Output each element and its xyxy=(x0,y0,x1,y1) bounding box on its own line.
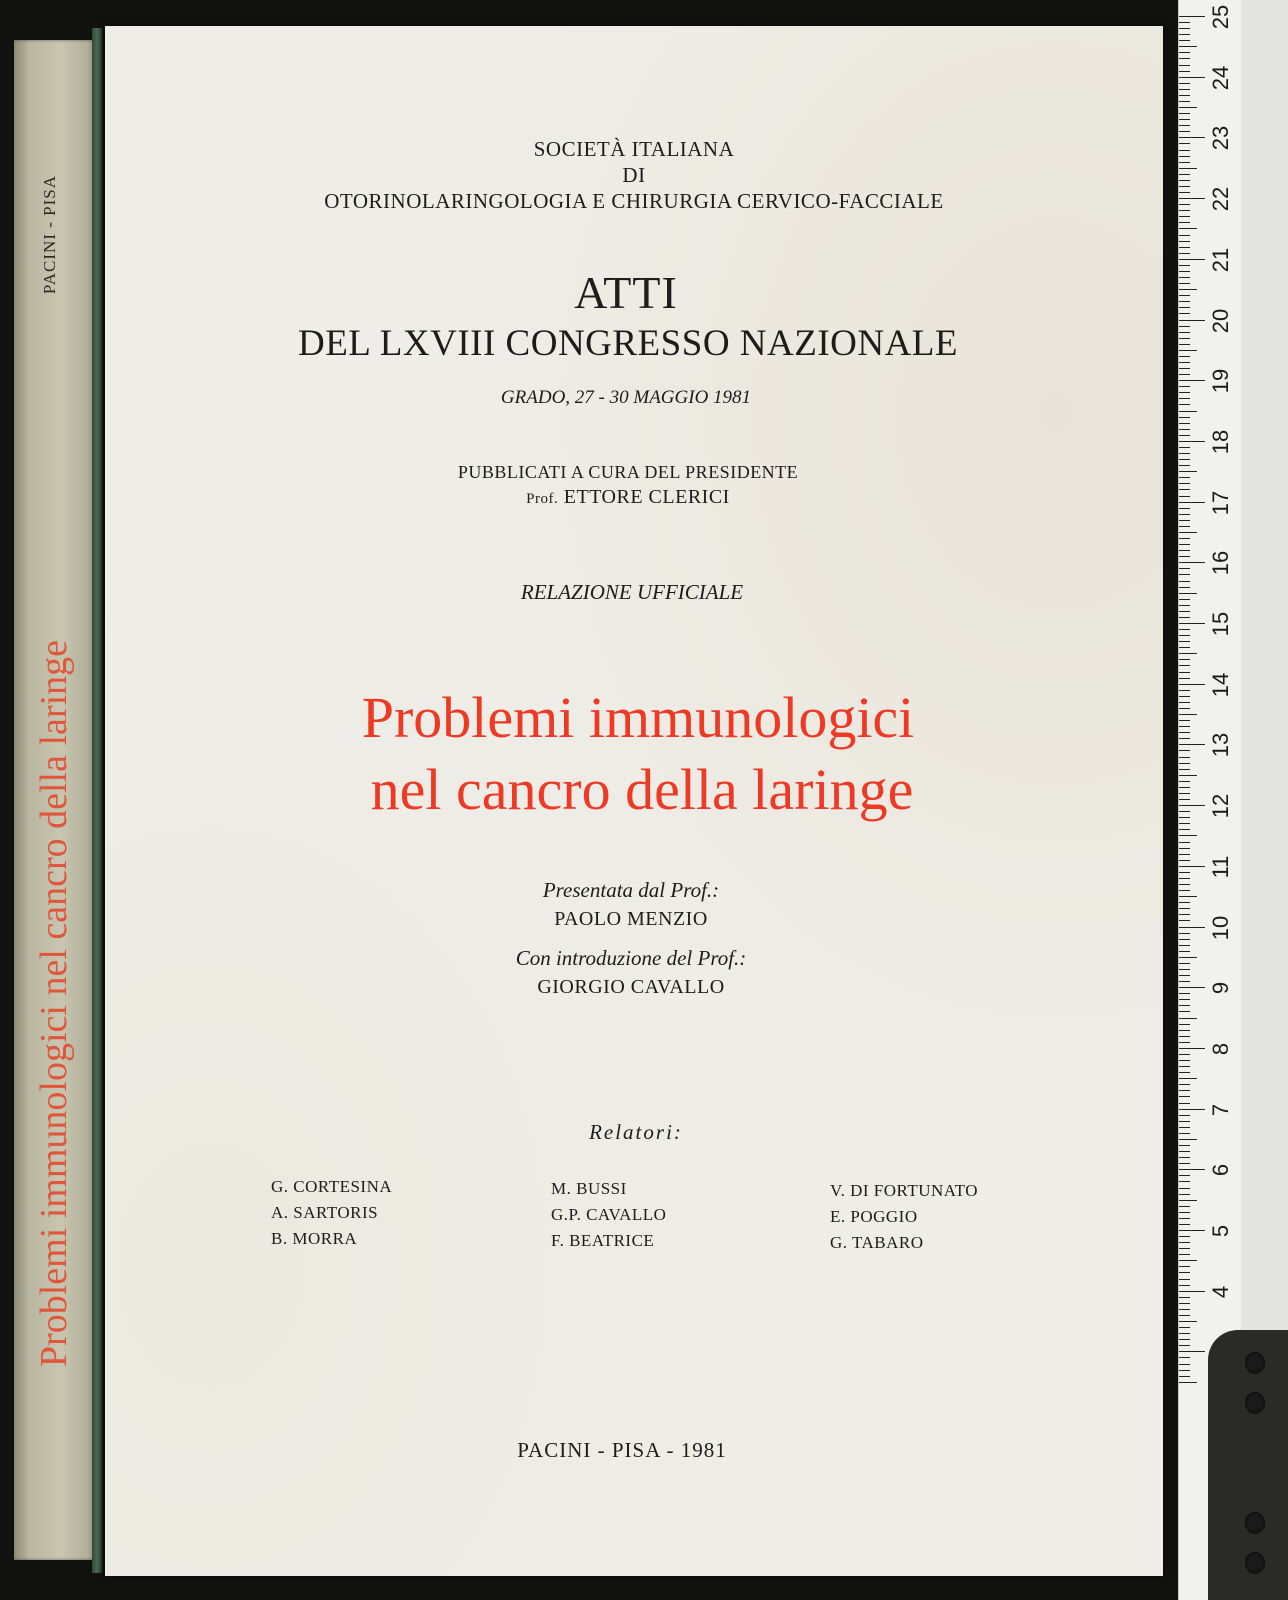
ruler-tick xyxy=(1179,902,1190,903)
ruler-number: 19 xyxy=(1208,368,1233,394)
ruler-tick xyxy=(1179,368,1190,369)
speaker-name: V. DI FORTUNATO xyxy=(830,1181,979,1200)
ruler-tick xyxy=(1179,1272,1190,1273)
ruler-tick xyxy=(1179,356,1190,357)
ruler-tick xyxy=(1179,593,1197,594)
ruler-tick xyxy=(1179,993,1190,994)
ruler-tick xyxy=(1179,744,1205,745)
ruler-tick xyxy=(1179,823,1190,824)
ruler-tick xyxy=(1179,417,1190,418)
president-prefix: Prof. xyxy=(526,491,559,507)
speaker-name: A. SARTORIS xyxy=(271,1203,379,1222)
ruler-tick xyxy=(1179,265,1190,266)
ruler-tick xyxy=(1179,629,1190,630)
ruler-tick xyxy=(1179,696,1190,697)
speaker-name: F. BEATRICE xyxy=(551,1231,655,1250)
ruler-tick xyxy=(1179,1254,1190,1255)
ruler-tick xyxy=(1179,1157,1190,1158)
presented-by-name: PAOLO MENZIO xyxy=(554,908,708,930)
ruler-tick xyxy=(1179,107,1197,108)
ruler-tick xyxy=(1179,1382,1197,1383)
ruler-tick xyxy=(1179,757,1190,758)
ruler-tick xyxy=(1179,647,1190,648)
atti-heading: ATTI xyxy=(574,267,678,318)
introduction-label: Con introduzione del Prof.: xyxy=(515,946,747,970)
ruler-number: 6 xyxy=(1208,1164,1233,1177)
ruler-tick xyxy=(1179,1218,1190,1219)
ruler-tick xyxy=(1179,562,1205,563)
ruler-tick xyxy=(1179,623,1205,624)
ruler-number: 25 xyxy=(1208,4,1233,30)
ruler-tick xyxy=(1179,289,1197,290)
ruler-number: 14 xyxy=(1208,672,1233,697)
ruler-tick xyxy=(1179,398,1190,399)
ruler-tick xyxy=(1179,295,1190,296)
ruler-tick xyxy=(1179,1060,1190,1061)
ruler-tick xyxy=(1179,271,1190,272)
speaker-name: M. BUSSI xyxy=(551,1179,627,1198)
speakers-column-2 xyxy=(551,1176,666,1254)
ruler-tick xyxy=(1179,441,1205,442)
ruler-tick xyxy=(1179,1084,1190,1085)
spine-edge xyxy=(92,28,102,1573)
ruler-tick xyxy=(1179,1127,1190,1128)
spine-title: Problemi immunologici nel cancro della laringe xyxy=(33,640,75,1368)
ruler-tick xyxy=(1179,101,1190,102)
ruler-number: 17 xyxy=(1208,490,1233,515)
ruler-tick xyxy=(1179,453,1190,454)
ruler-tick xyxy=(1179,326,1190,327)
ruler-tick xyxy=(1179,1364,1190,1365)
ruler-tick xyxy=(1179,1036,1190,1037)
ruler-tick xyxy=(1179,16,1205,17)
ruler-tick xyxy=(1179,301,1190,302)
ruler-tick xyxy=(1179,514,1190,515)
ruler-number: 18 xyxy=(1208,429,1233,455)
ruler-tick xyxy=(1179,908,1190,909)
ruler-tick xyxy=(1179,526,1190,527)
ruler-tick xyxy=(1179,969,1190,970)
ruler-tick xyxy=(1179,1279,1190,1280)
ruler-tick xyxy=(1179,605,1190,606)
ruler-tick xyxy=(1179,945,1190,946)
ruler-tick xyxy=(1179,1285,1190,1286)
ruler-tick xyxy=(1179,1248,1190,1249)
ruler-number: 22 xyxy=(1208,186,1233,212)
ruler-tick xyxy=(1179,1333,1190,1334)
ruler-tick xyxy=(1179,829,1190,830)
ruler-tick xyxy=(1179,313,1190,314)
ruler-tick xyxy=(1179,1005,1190,1006)
ruler-tick xyxy=(1179,22,1190,23)
ruler-tick xyxy=(1179,52,1190,53)
ruler-tick xyxy=(1179,987,1205,988)
report-type: RELAZIONE UFFICIALE xyxy=(520,580,744,604)
ruler-number: 7 xyxy=(1208,1103,1233,1116)
ruler-tick xyxy=(1179,556,1190,557)
ruler-tick xyxy=(1179,574,1190,575)
ruler-tick xyxy=(1179,520,1190,521)
ruler-tick xyxy=(1179,920,1190,921)
published-by: PUBBLICATI A CURA DEL PRESIDENTE xyxy=(457,462,799,482)
ruler-tick xyxy=(1179,1109,1205,1110)
ruler-tick xyxy=(1179,659,1190,660)
ruler-tick xyxy=(1179,714,1197,715)
ruler-tick xyxy=(1179,95,1190,96)
ruler-tick xyxy=(1179,119,1190,120)
ruler-tick xyxy=(1179,1200,1197,1201)
ruler-tick xyxy=(1179,951,1190,952)
ruler-tick xyxy=(1179,1230,1205,1231)
ruler-tick xyxy=(1179,1260,1197,1261)
ruler-tick xyxy=(1179,65,1190,66)
ruler-tick xyxy=(1179,216,1190,217)
ruler-tick xyxy=(1179,204,1190,205)
ruler-tick xyxy=(1179,927,1205,928)
speaker-name: G. CORTESINA xyxy=(271,1177,393,1196)
ruler-number: 13 xyxy=(1208,733,1233,758)
congress-date: GRADO, 27 - 30 MAGGIO 1981 xyxy=(500,387,752,408)
ruler-tick xyxy=(1179,125,1190,126)
ruler-number: 11 xyxy=(1208,855,1233,879)
ruler-hole-icon xyxy=(1245,1352,1265,1374)
ruler-tick xyxy=(1179,860,1190,861)
ruler-tick xyxy=(1179,362,1190,363)
book-title-line-1: Problemi immunologici xyxy=(361,685,915,750)
ruler-tick xyxy=(1179,508,1190,509)
ruler-tick xyxy=(1179,1242,1190,1243)
ruler-tick xyxy=(1179,878,1190,879)
ruler-number: 20 xyxy=(1208,308,1233,333)
ruler-tick xyxy=(1179,1011,1190,1012)
ruler-tick xyxy=(1179,775,1197,776)
ruler-tick xyxy=(1179,684,1205,685)
ruler-tick xyxy=(1179,568,1190,569)
ruler-tick xyxy=(1179,975,1190,976)
ruler-tick xyxy=(1179,77,1205,78)
ruler-tick xyxy=(1179,1236,1190,1237)
ruler-tick xyxy=(1179,817,1190,818)
ruler-tick xyxy=(1179,447,1190,448)
speakers-column-3 xyxy=(830,1178,978,1256)
ruler-tick xyxy=(1179,1163,1190,1164)
ruler-tick xyxy=(1179,1030,1190,1031)
ruler-tick xyxy=(1179,40,1190,41)
ruler-tick xyxy=(1179,477,1190,478)
president-name: ETTORE CLERICI xyxy=(563,486,730,508)
ruler-tick xyxy=(1179,617,1190,618)
ruler-tick xyxy=(1179,320,1205,321)
ruler-number: 8 xyxy=(1208,1042,1233,1056)
ruler-tick xyxy=(1179,496,1190,497)
ruler-tick xyxy=(1179,1042,1190,1043)
ruler-tick xyxy=(1179,1315,1190,1316)
ruler-tick xyxy=(1179,1376,1190,1377)
ruler-number: 16 xyxy=(1208,551,1233,576)
ruler-tick xyxy=(1179,471,1197,472)
ruler-tick xyxy=(1179,1212,1190,1213)
ruler-tick xyxy=(1179,1321,1197,1322)
ruler-tick xyxy=(1179,1303,1190,1304)
ruler-tick xyxy=(1179,71,1190,72)
ruler-number: 9 xyxy=(1208,982,1233,995)
spine-publisher: PACINI - PISA xyxy=(40,175,59,295)
ruler-tick xyxy=(1179,235,1190,236)
ruler-tick xyxy=(1179,835,1197,836)
ruler-tick xyxy=(1179,1115,1190,1116)
ruler-number: 23 xyxy=(1208,126,1233,151)
ruler-tick xyxy=(1179,1048,1205,1049)
ruler-tick xyxy=(1179,150,1190,151)
publisher-imprint: PACINI - PISA - 1981 xyxy=(517,1438,727,1462)
ruler-tick xyxy=(1179,277,1190,278)
ruler-tick xyxy=(1179,999,1190,1000)
ruler-tick xyxy=(1179,344,1190,345)
speakers-column-1 xyxy=(271,1174,392,1252)
ruler-tick xyxy=(1179,957,1197,958)
ruler-number: 5 xyxy=(1208,1224,1233,1238)
ruler-tick xyxy=(1179,732,1190,733)
ruler-tick xyxy=(1179,690,1190,691)
ruler-tick xyxy=(1179,210,1190,211)
ruler-tick xyxy=(1179,1370,1190,1371)
ruler-tick xyxy=(1179,896,1197,897)
ruler-tick xyxy=(1179,787,1190,788)
ruler-number: 4 xyxy=(1208,1285,1233,1298)
ruler-tick xyxy=(1179,174,1190,175)
ruler-tick xyxy=(1179,58,1190,59)
speakers-label: Relatori: xyxy=(589,1120,683,1144)
ruler-tick xyxy=(1179,241,1190,242)
ruler-tick xyxy=(1179,702,1190,703)
ruler-tick xyxy=(1179,162,1190,163)
ruler-number: 21 xyxy=(1208,247,1233,273)
ruler-tick xyxy=(1179,581,1190,582)
ruler-tick xyxy=(1179,198,1205,199)
ruler-tick xyxy=(1179,411,1197,412)
ruler-tick xyxy=(1179,338,1190,339)
ruler-number: 10 xyxy=(1208,915,1233,940)
society-line-1: SOCIETÀ ITALIANA xyxy=(533,137,735,161)
ruler-tick xyxy=(1179,423,1190,424)
ruler-tick xyxy=(1179,708,1190,709)
ruler-tick xyxy=(1179,1090,1190,1091)
ruler-tick xyxy=(1179,143,1190,144)
ruler-tick xyxy=(1179,186,1190,187)
ruler-tick xyxy=(1179,374,1190,375)
ruler-tick xyxy=(1179,799,1190,800)
ruler-tick xyxy=(1179,1145,1190,1146)
ruler-tick xyxy=(1179,1188,1190,1189)
ruler-tick xyxy=(1179,884,1190,885)
ruler-tick xyxy=(1179,981,1190,982)
ruler-tick xyxy=(1179,726,1190,727)
ruler-tick xyxy=(1179,550,1190,551)
ruler-tick xyxy=(1179,1297,1190,1298)
ruler-tick xyxy=(1179,46,1197,47)
ruler-tick xyxy=(1179,890,1190,891)
ruler-tick xyxy=(1179,1357,1190,1358)
speaker-name: E. POGGIO xyxy=(830,1207,918,1226)
ruler-tick xyxy=(1179,1266,1190,1267)
ruler-tick xyxy=(1179,866,1205,867)
ruler-tick xyxy=(1179,599,1190,600)
ruler-tick xyxy=(1179,1169,1205,1170)
ruler-tick xyxy=(1179,429,1190,430)
ruler-tick xyxy=(1179,611,1190,612)
ruler-tick xyxy=(1179,1194,1190,1195)
ruler-tick xyxy=(1179,1224,1190,1225)
ruler-tick xyxy=(1179,963,1190,964)
ruler-tick xyxy=(1179,1345,1190,1346)
ruler-tick xyxy=(1179,350,1197,351)
ruler-tick xyxy=(1179,465,1190,466)
ruler-tick xyxy=(1179,641,1190,642)
ruler-tick xyxy=(1179,247,1190,248)
president xyxy=(99,486,1157,509)
ruler-tick xyxy=(1179,386,1190,387)
ruler-tick xyxy=(1179,168,1197,169)
ruler-number: 12 xyxy=(1208,793,1233,819)
ruler-tick xyxy=(1179,914,1190,915)
ruler-tick xyxy=(1179,131,1190,132)
ruler-number: 15 xyxy=(1208,611,1233,637)
ruler-tick xyxy=(1179,283,1190,284)
ruler-number: 24 xyxy=(1208,65,1233,90)
ruler-tick xyxy=(1179,404,1190,405)
ruler-tick xyxy=(1179,1066,1190,1067)
ruler-tick xyxy=(1179,1133,1190,1134)
ruler-tick xyxy=(1179,665,1190,666)
ruler-tick xyxy=(1179,1121,1190,1122)
ruler-tick xyxy=(1179,854,1190,855)
ruler-tick xyxy=(1179,1151,1190,1152)
ruler-tick xyxy=(1179,1206,1190,1207)
ruler-tick xyxy=(1179,180,1190,181)
ruler-hole-icon xyxy=(1245,1512,1265,1534)
ruler-tick xyxy=(1179,228,1197,229)
ruler-tick xyxy=(1179,192,1190,193)
ruler-tick xyxy=(1179,872,1190,873)
ruler-hole-icon xyxy=(1245,1552,1265,1574)
ruler-tick xyxy=(1179,769,1190,770)
society-line-3: OTORINOLARINGOLOGIA E CHIRURGIA CERVICO-FACCIALE xyxy=(324,189,944,213)
ruler-tick xyxy=(1179,307,1190,308)
ruler-tick xyxy=(1179,1078,1197,1079)
ruler-tick xyxy=(1179,805,1205,806)
ruler-tick xyxy=(1179,113,1190,114)
ruler-tick xyxy=(1179,842,1190,843)
ruler-tick xyxy=(1179,750,1190,751)
ruler-tick xyxy=(1179,435,1190,436)
ruler-tick xyxy=(1179,532,1197,533)
ruler-tick xyxy=(1179,1054,1190,1055)
ruler-tick xyxy=(1179,89,1190,90)
ruler-tick xyxy=(1179,538,1190,539)
book-title-line-2: nel cancro della laringe xyxy=(370,757,914,822)
ruler-tick xyxy=(1179,1309,1190,1310)
society-line-2: DI xyxy=(622,163,646,187)
ruler-tick xyxy=(1179,1072,1190,1073)
ruler-tick xyxy=(1179,1327,1190,1328)
ruler-tick xyxy=(1179,502,1205,503)
ruler-tick xyxy=(1179,1096,1190,1097)
ruler-tick xyxy=(1179,253,1190,254)
ruler-tick xyxy=(1179,1351,1205,1352)
ruler-tick xyxy=(1179,222,1190,223)
ruler-tick xyxy=(1179,1103,1190,1104)
ruler-tick xyxy=(1179,587,1190,588)
ruler-tick xyxy=(1179,653,1197,654)
society-name xyxy=(105,136,1163,214)
ruler-tick xyxy=(1179,848,1190,849)
ruler-tick xyxy=(1179,489,1190,490)
ruler-tick xyxy=(1179,259,1205,260)
speaker-name: B. MORRA xyxy=(271,1229,358,1248)
ruler-tick xyxy=(1179,332,1190,333)
ruler-tick xyxy=(1179,939,1190,940)
ruler-tick xyxy=(1179,459,1190,460)
ruler-tick xyxy=(1179,137,1205,138)
ruler-tick xyxy=(1179,34,1190,35)
speaker-name: G.P. CAVALLO xyxy=(551,1205,667,1224)
speaker-name: G. TABARO xyxy=(830,1233,924,1252)
ruler-tick xyxy=(1179,483,1190,484)
ruler-tick xyxy=(1179,1024,1190,1025)
ruler-tick xyxy=(1179,763,1190,764)
ruler-tick xyxy=(1179,811,1190,812)
ruler-tick xyxy=(1179,1339,1190,1340)
ruler-tick xyxy=(1179,392,1190,393)
congress-heading: DEL LXVIII CONGRESSO NAZIONALE xyxy=(297,323,959,364)
presented-by-label: Presentata dal Prof.: xyxy=(542,878,720,902)
ruler-tick xyxy=(1179,1018,1197,1019)
ruler-tick xyxy=(1179,738,1190,739)
ruler-tick xyxy=(1179,156,1190,157)
ruler-tick xyxy=(1179,672,1190,673)
ruler-tick xyxy=(1179,1139,1197,1140)
ruler-tick xyxy=(1179,678,1190,679)
ruler-tick xyxy=(1179,781,1190,782)
ruler-tick xyxy=(1179,1181,1190,1182)
introduction-name: GIORGIO CAVALLO xyxy=(537,976,725,998)
ruler-hole-icon xyxy=(1245,1392,1265,1414)
book-cover xyxy=(105,26,1163,1576)
ruler-tick xyxy=(1179,1175,1190,1176)
ruler-tick xyxy=(1179,1291,1205,1292)
ruler-tick xyxy=(1179,544,1190,545)
ruler-tick xyxy=(1179,635,1190,636)
ruler-tick xyxy=(1179,28,1190,29)
ruler-tick xyxy=(1179,720,1190,721)
ruler-tick xyxy=(1179,380,1205,381)
ruler-tick xyxy=(1179,793,1190,794)
ruler-tick xyxy=(1179,933,1190,934)
ruler-tick xyxy=(1179,83,1190,84)
